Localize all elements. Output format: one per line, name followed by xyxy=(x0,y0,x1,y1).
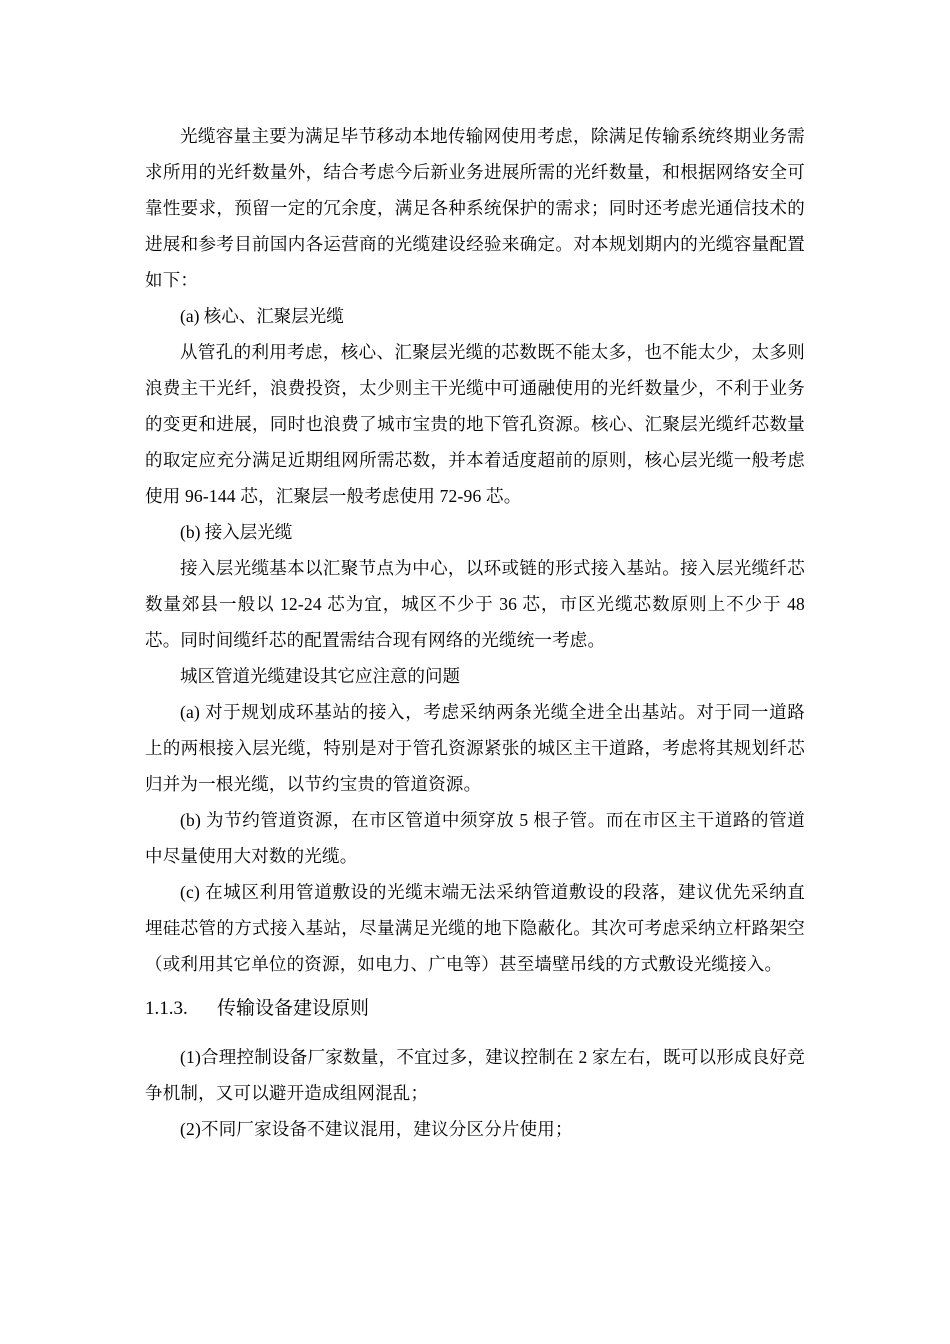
section-title: 传输设备建设原则 xyxy=(217,997,370,1019)
intro-paragraph: 光缆容量主要为满足毕节移动本地传输网使用考虑，除满足传输系统终期业务需求所用的光纤数量外，结合考虑今后新业务进展所需的光纤数量，和根据网络安全可靠性要求，预留一定的冗余度，满足各种系统保护的需求；同时还考虑光通信技术的进展和参考目前国内各运营商的光缆建设经验来确定。对本规划期内的光缆容量配置如下： xyxy=(145,126,805,290)
duct-issue-b: (b) 为节约管道资源，在市区管道中须穿放 5 根子管。而在市区主干道路的管道中尽量使用大对数的光缆。 xyxy=(145,810,805,866)
duct-issue-a: (a) 对于规划成环基站的接入，考虑采纳两条光缆全进全出基站。对于同一道路上的两根接入层光缆，特别是对于管孔资源紧张的城区主干道路，考虑将其规划纤芯归并为一根光缆，以节约宝贵的管道资源。 xyxy=(145,702,805,794)
duct-issue-c: (c) 在城区利用管道敷设的光缆末端无法采纳管道敷设的段落，建议优先采纳直埋硅芯管的方式接入基站，尽量满足光缆的地下隐蔽化。其次可考虑采纳立杆路架空（或利用其它单位的资源，如电力、广电等）甚至墙壁吊线的方式敷设光缆接入。 xyxy=(145,882,805,974)
core-aggregation-subheading: (a) 核心、汇聚层光缆 xyxy=(180,306,344,326)
section-heading xyxy=(145,988,805,1029)
duct-issues-subheading: 城区管道光缆建设其它应注意的问题 xyxy=(180,666,460,686)
core-aggregation-paragraph: 从管孔的利用考虑，核心、汇聚层光缆的芯数既不能太多，也不能太少，太多则浪费主干光纤，浪费投资，太少则主干光缆中可通融使用的光纤数量少，不利于业务的变更和进展，同时也浪费了城市宝贵的地下管孔资源。核心、汇聚层光缆纤芯数量的取定应充分满足近期组网所需芯数，并本着适度超前的原则，核心层光缆一般考虑使用 96-144 芯，汇聚层一般考虑使用 72-96 芯。 xyxy=(145,342,805,506)
principle-2: (2)不同厂家设备不建议混用，建议分区分片使用； xyxy=(180,1119,573,1139)
access-paragraph: 接入层光缆基本以汇聚节点为中心，以环或链的形式接入基站。接入层光缆纤芯数量郊县一般以 12-24 芯为宜，城区不少于 36 芯，市区光缆芯数原则上不少于 48 芯。同时间缆纤芯的配置需结合现有网络的光缆统一考虑。 xyxy=(145,558,805,650)
document-page xyxy=(145,118,805,1147)
principle-1: (1)合理控制设备厂家数量，不宜过多，建议控制在 2 家左右，既可以形成良好竞争机制，又可以避开造成组网混乱； xyxy=(145,1047,805,1103)
access-subheading: (b) 接入层光缆 xyxy=(180,522,293,542)
section-number: 1.1.3. xyxy=(145,998,188,1019)
